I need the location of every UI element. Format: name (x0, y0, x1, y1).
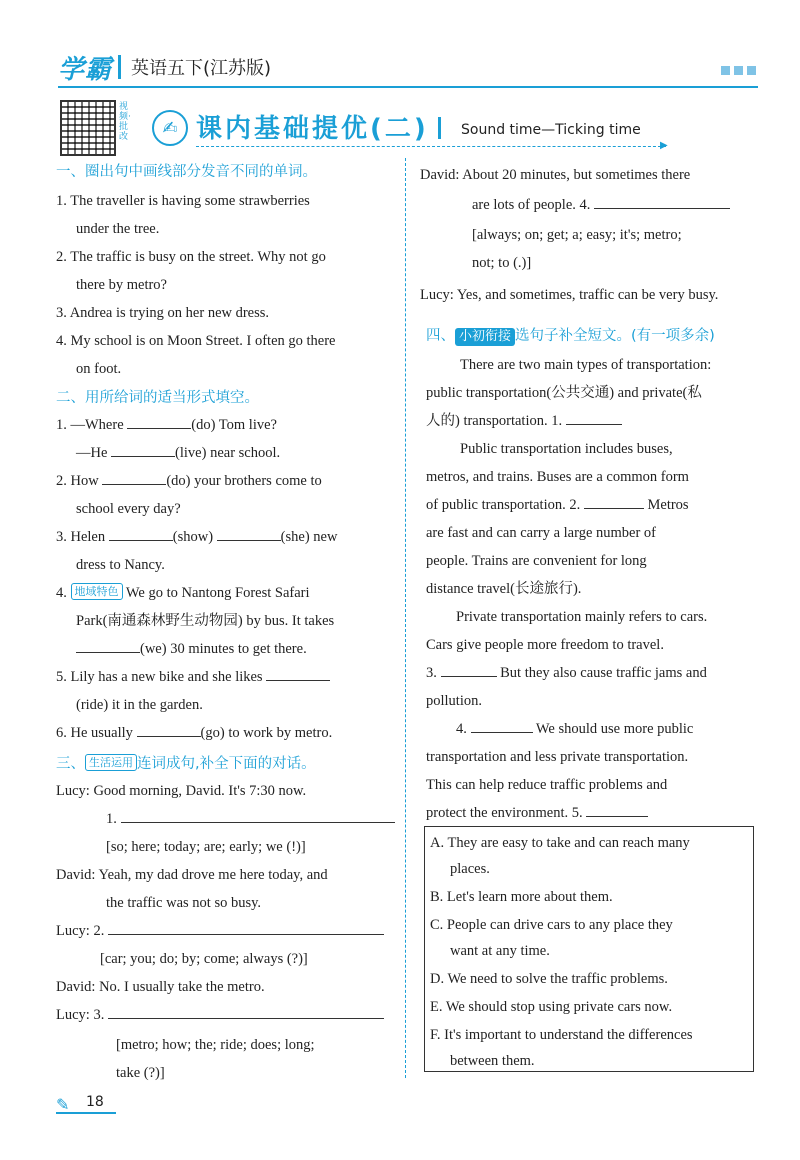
answer-blank[interactable] (127, 413, 191, 429)
word-bank: [car; you; do; by; come; always (?)] (100, 951, 308, 967)
answer-blank[interactable] (471, 717, 533, 733)
part1-line: 4. My school is on Moon Street. I often go there (56, 333, 336, 349)
arrow-right-icon: ▶ (660, 140, 668, 151)
column-divider (405, 158, 406, 1078)
part2-q1b: —He (live) near school. (76, 440, 280, 466)
answer-blank[interactable] (137, 721, 201, 737)
dialogue-line: David: Yeah, my dad drove me here today, and (56, 867, 328, 883)
answer-blank[interactable] (121, 807, 395, 823)
passage-line: people. Trains are convenient for long (426, 553, 647, 569)
page-number: 18 (86, 1094, 104, 1110)
part1-line: there by metro? (76, 277, 167, 293)
part2-q4b: Park(南通森林野生动物园) by bus. It takes (76, 613, 335, 629)
passage-line: This can help reduce traffic problems and (426, 777, 668, 793)
passage-line: public transportation(公共交通) and private(私 (426, 385, 702, 401)
dialogue-line: David: No. I usually take the metro. (56, 979, 265, 995)
passage-line: 人的) transportation. 1. (426, 408, 622, 434)
part4-heading: 四、 小初衔接 选句子补全短文。(有一项多余) (426, 328, 715, 344)
header-dots-icon (721, 66, 756, 75)
option-c-cont: want at any time. (450, 943, 550, 959)
part2-q1a: 1. —Where (do) Tom live? (56, 412, 277, 438)
pencil-paper-icon: ✍ (152, 110, 188, 146)
passage-line: transportation and less private transportation. (426, 749, 689, 765)
answer-blank[interactable] (76, 637, 140, 653)
part1-line: on foot. (76, 361, 122, 377)
passage-line: protect the environment. 5. (426, 800, 648, 826)
option-f[interactable]: F. It's important to understand the differences (430, 1027, 693, 1043)
answer-blank[interactable] (102, 469, 166, 485)
passage-line: Private transportation mainly refers to cars. (456, 609, 708, 625)
word-bank: [always; on; get; a; easy; it's; metro; (472, 227, 682, 243)
answer-blank[interactable] (217, 525, 281, 541)
dialogue-line: the traffic was not so busy. (106, 895, 262, 911)
qr-caption: 视频·批改 (119, 102, 131, 142)
dialogue-item: are lots of people. 4. (472, 192, 730, 218)
part2-heading: 二、用所给词的适当形式填空。 (56, 390, 259, 406)
option-a[interactable]: A. They are easy to take and can reach many (430, 835, 690, 851)
section-subtitle: Sound time—Ticking time (461, 122, 641, 138)
part2-q6: 6. He usually (go) to work by metro. (56, 720, 332, 746)
option-a-cont: places. (450, 861, 490, 877)
dialogue-line: Lucy: Good morning, David. It's 7:30 now. (56, 783, 307, 799)
option-f-cont: between them. (450, 1053, 535, 1069)
word-bank: not; to (.)] (472, 255, 532, 271)
brand-divider (118, 55, 121, 79)
part1-heading: 一、圈出句中画线部分发音不同的单词。 (56, 164, 317, 180)
qr-code-icon[interactable] (60, 100, 116, 156)
passage-line: are fast and can carry a large number of (426, 525, 656, 541)
pencil-icon: ✎ (56, 1095, 70, 1114)
life-tag: 生活运用 (85, 754, 137, 771)
word-bank: [metro; how; the; ride; does; long; (116, 1037, 315, 1053)
passage-line: 4. We should use more public (456, 716, 693, 742)
dialogue-line: Lucy: Yes, and sometimes, traffic can be very busy. (420, 287, 719, 303)
passage-line: There are two main types of transportation: (460, 357, 712, 373)
passage-line: metros, and trains. Buses are a common form (426, 469, 689, 485)
answer-blank[interactable] (108, 1003, 384, 1019)
passage-line: of public transportation. 2. Metros (426, 492, 689, 518)
dialogue-line: David: About 20 minutes, but sometimes there (420, 167, 691, 183)
passage-line: distance travel(长途旅行). (426, 581, 582, 597)
answer-blank[interactable] (566, 409, 622, 425)
option-b[interactable]: B. Let's learn more about them. (430, 889, 613, 905)
section-title-bar (438, 117, 441, 139)
answer-blank[interactable] (441, 661, 497, 677)
section-title: 课内基础提优(二) (196, 114, 429, 144)
part3-heading: 三、 生活运用 连词成句,补全下面的对话。 (56, 756, 316, 772)
part2-q3a: 3. Helen (show) (she) new (56, 524, 337, 550)
answer-blank[interactable] (108, 919, 384, 935)
book-title: 英语五下(江苏版) (131, 58, 272, 79)
region-tag: 地域特色 (71, 583, 123, 600)
answer-blank[interactable] (111, 441, 175, 457)
header-rule (58, 86, 758, 88)
answer-blank[interactable] (266, 665, 330, 681)
word-bank: [so; here; today; are; early; we (!)] (106, 839, 306, 855)
part2-q4a: 4. 地域特色 We go to Nantong Forest Safari (56, 585, 310, 601)
brand-header (58, 48, 271, 86)
passage-line: Public transportation includes buses, (460, 441, 673, 457)
section-dashed-rule (196, 146, 666, 147)
part2-q5a: 5. Lily has a new bike and she likes (56, 664, 330, 690)
bridge-tag: 小初衔接 (455, 328, 515, 346)
part1-line: 1. The traveller is having some strawberries (56, 193, 310, 209)
passage-line: pollution. (426, 693, 482, 709)
part1-line: under the tree. (76, 221, 160, 237)
option-e[interactable]: E. We should stop using private cars now. (430, 999, 673, 1015)
passage-line: Cars give people more freedom to travel. (426, 637, 664, 653)
part2-q3b: dress to Nancy. (76, 557, 165, 573)
footer-rule (56, 1112, 116, 1114)
answer-blank[interactable] (586, 801, 648, 817)
dialogue-item: 1. (106, 806, 395, 832)
dialogue-item: Lucy: 3. (56, 1002, 384, 1028)
answer-blank[interactable] (584, 493, 644, 509)
answer-blank[interactable] (594, 193, 730, 209)
part2-q4c: (we) 30 minutes to get there. (76, 636, 307, 662)
option-d[interactable]: D. We need to solve the traffic problems. (430, 971, 668, 987)
option-c[interactable]: C. People can drive cars to any place they (430, 917, 673, 933)
part1-line: 3. Andrea is trying on her new dress. (56, 305, 270, 321)
brand-logo: 学霸 (58, 54, 113, 85)
part2-q5b: (ride) it in the garden. (76, 697, 203, 713)
part2-q2a: 2. How (do) your brothers come to (56, 468, 322, 494)
part2-q2b: school every day? (76, 501, 181, 517)
answer-blank[interactable] (109, 525, 173, 541)
passage-line: 3. But they also cause traffic jams and (426, 660, 707, 686)
word-bank: take (?)] (116, 1065, 165, 1081)
dialogue-item: Lucy: 2. (56, 918, 384, 944)
part1-line: 2. The traffic is busy on the street. Why not go (56, 249, 326, 265)
